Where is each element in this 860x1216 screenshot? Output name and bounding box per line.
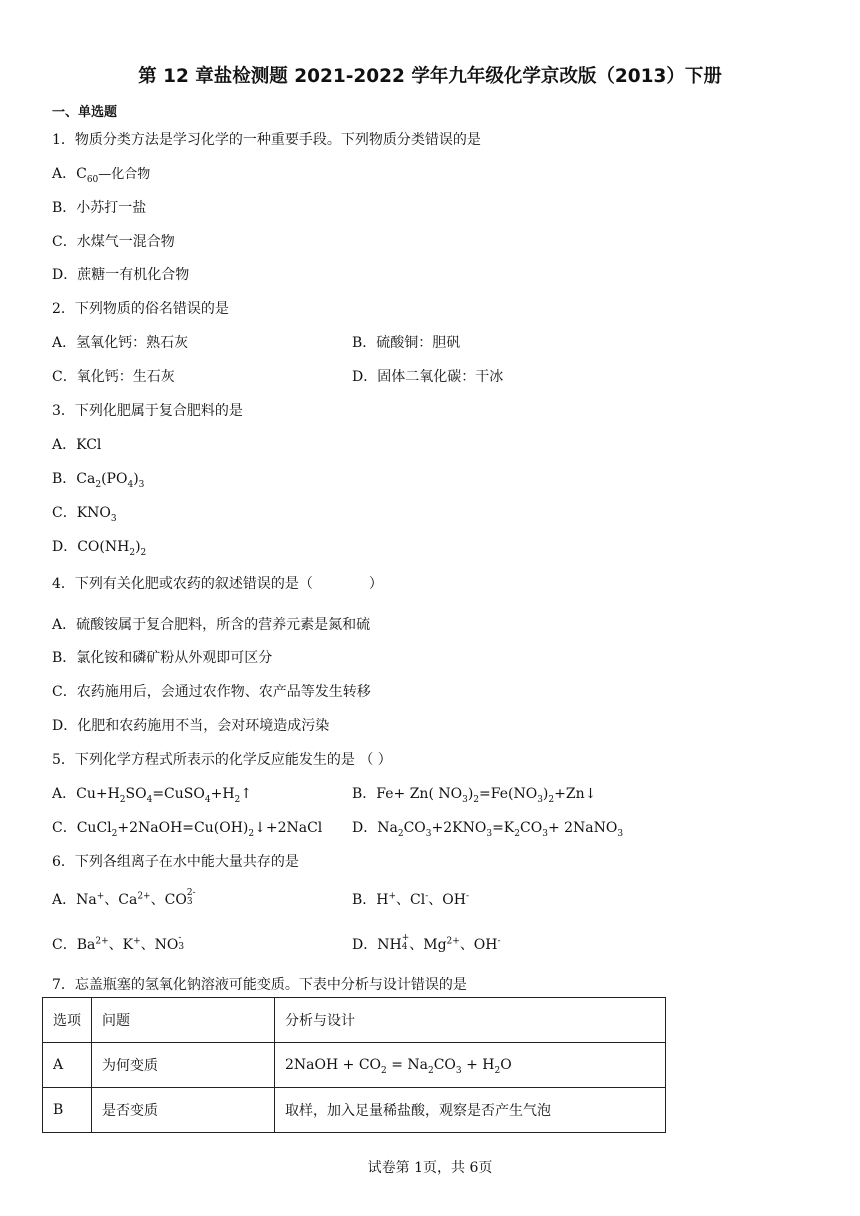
section-heading: 一、单选题 <box>52 105 118 120</box>
q6-option-d: D．NH + 4 、$Mg^{2+}$、OH- <box>352 933 501 953</box>
table-header-cell: 分析与设计 <box>275 998 666 1043</box>
question-2-stem: 2．下列物质的俗名错误的是 <box>52 301 229 317</box>
q2-option-c: C．氧化钙：生石灰 <box>52 369 175 385</box>
table-header-row <box>43 998 666 1043</box>
q6-option-c: C．$Ba^{2+}$、K+、NO - 3 <box>52 933 185 953</box>
question-6-stem: 6．下列各组离子在水中能大量共存的是 <box>52 854 299 870</box>
q4-option-d: D．化肥和农药施用不当，会对环境造成污染 <box>52 718 330 734</box>
q3-option-b: B．$Ca_2(PO_4)_3$ <box>52 471 145 490</box>
question-4-stem: 4．下列有关化肥或农药的叙述错误的是（ ） <box>52 576 383 592</box>
q5-option-a: A．$Cu+H_2SO_4=CuSO_4+H_2↑$ <box>52 786 253 805</box>
table-cell-option: A <box>43 1043 92 1088</box>
q5-option-c: C．$CuCl_2+2NaOH=Cu(OH)_2↓+2NaCl$ <box>52 820 323 839</box>
table-cell-question: 是否变质 <box>92 1088 275 1133</box>
table-cell-analysis: 取样，加入足量稀盐酸，观察是否产生气泡 <box>275 1088 666 1133</box>
question-3-stem: 3．下列化肥属于复合肥料的是 <box>52 403 243 419</box>
q4-option-a: A．硫酸铵属于复合肥料，所含的营养元素是氮和硫 <box>52 617 371 633</box>
q6-option-a: A．Na+、$Ca^{2+}$、CO 2- 3 <box>52 888 196 908</box>
question-7-stem: 7．忘盖瓶塞的氢氧化钠溶液可能变质。下表中分析与设计错误的是 <box>52 977 467 993</box>
q3-option-c: C．$KNO_3$ <box>52 505 117 524</box>
table-header-cell: 问题 <box>92 998 275 1043</box>
q5-option-b: B．Fe+ Zn( $NO_3)_2=Fe(NO_3)_2+Zn↓$ <box>352 786 597 805</box>
q1-option-a: A．$C_{60}—$化合物 <box>52 166 151 185</box>
q2-option-a: A．氢氧化钙：熟石灰 <box>52 335 189 351</box>
question-1-stem: 1．物质分类方法是学习化学的一种重要手段。下列物质分类错误的是 <box>52 132 481 148</box>
q2-option-d: D．固体二氧化碳：干冰 <box>352 369 504 385</box>
q6-option-b: B．H+、Cl-、OH- <box>352 891 470 908</box>
page-footer: 试卷第 1页，共 6页 <box>367 1160 493 1176</box>
q4-option-c: C．农药施用后，会通过农作物、农产品等发生转移 <box>52 684 371 700</box>
q4-option-b: B．氯化铵和磷矿粉从外观即可区分 <box>52 650 273 666</box>
table-cell-option: B <box>43 1088 92 1133</box>
table-row <box>43 1088 666 1133</box>
table-row <box>43 1043 666 1088</box>
question-5-stem: 5．下列化学方程式所表示的化学反应能发生的是 （ ） <box>52 752 392 768</box>
page-title: 第 12 章盐检测题 2021-2022 学年九年级化学京改版（2013）下册 <box>138 66 722 87</box>
q2-option-b: B．硫酸铜：胆矾 <box>352 335 461 351</box>
q1-option-b: B．小苏打一盐 <box>52 200 147 216</box>
q1-option-d: D．蔗糖一有机化合物 <box>52 267 190 283</box>
q1-option-c: C．水煤气一混合物 <box>52 234 175 250</box>
q5-option-d: D．$Na_2CO_3+2KNO_3=K_2CO_3+$ 2NaNO$_3$ <box>352 820 624 839</box>
q3-option-d: D．$CO(NH_2)_2$ <box>52 539 147 558</box>
q3-option-a: A．KCl <box>52 437 102 453</box>
table-header-cell: 选项 <box>43 998 92 1043</box>
table-cell-analysis: 2NaOH + $CO_2 = Na_2CO_3 + H_2O$ <box>275 1043 666 1088</box>
analysis-table <box>42 997 666 1133</box>
table-cell-question: 为何变质 <box>92 1043 275 1088</box>
